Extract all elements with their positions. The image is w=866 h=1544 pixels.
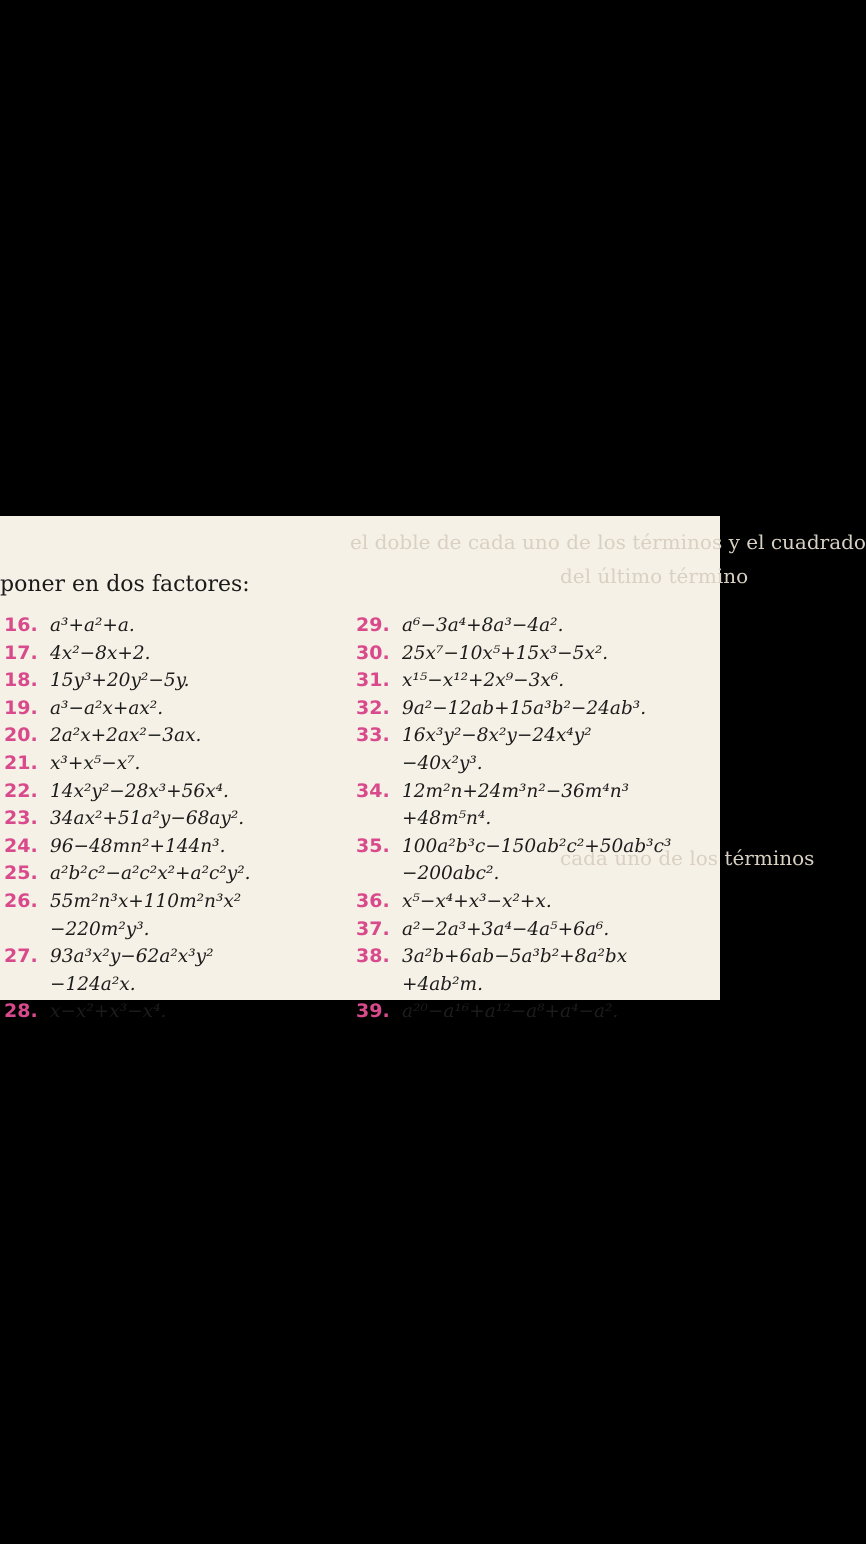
exercise-number: 20.	[4, 724, 38, 747]
exercise-item	[4, 778, 251, 806]
exercise-item	[356, 667, 671, 695]
exercise-expression: 4x²−8x+2.	[50, 642, 151, 664]
exercise-number: 39.	[356, 1000, 390, 1023]
exercise-item-continuation	[356, 750, 671, 778]
exercise-expression: 34ax²+51a²y−68ay².	[50, 808, 245, 830]
exercise-number: 21.	[4, 751, 38, 774]
exercise-expression: 25x⁷−10x⁵+15x³−5x².	[402, 642, 609, 664]
exercise-number: 34.	[356, 779, 390, 802]
exercise-number: 17.	[4, 641, 38, 664]
exercise-item	[356, 722, 671, 750]
exercise-number: 27.	[4, 945, 38, 968]
exercise-number: 33.	[356, 724, 390, 747]
exercise-expression: x−x²+x³−x⁴.	[50, 1001, 167, 1023]
exercise-item	[4, 750, 251, 778]
exercise-item	[356, 778, 671, 806]
exercise-item-continuation	[4, 971, 251, 999]
exercise-expression: a²⁰−a¹⁶+a¹²−a⁸+a⁴−a².	[402, 1001, 619, 1023]
exercise-item	[356, 916, 671, 944]
exercise-expression: x⁵−x⁴+x³−x²+x.	[402, 890, 552, 912]
exercise-item	[356, 888, 671, 916]
exercise-expression: a³−a²x+ax².	[50, 697, 164, 719]
exercise-item-continuation	[356, 971, 671, 999]
exercise-item	[4, 805, 251, 833]
exercise-number: 29.	[356, 614, 390, 636]
exercise-number: 32.	[356, 696, 390, 719]
exercise-expression: +4ab²m.	[402, 973, 483, 995]
exercise-item	[4, 667, 251, 695]
exercise-expression: 16x³y²−8x²y−24x⁴y²	[402, 725, 592, 747]
exercise-number: 22.	[4, 779, 38, 802]
exercise-expression: a⁶−3a⁴+8a³−4a².	[402, 615, 564, 636]
exercise-number: 19.	[4, 696, 38, 719]
exercise-item	[356, 833, 671, 861]
exercise-item	[4, 612, 251, 640]
exercise-number: 24.	[4, 834, 38, 857]
exercise-number: 16.	[4, 614, 38, 636]
bleed-through-text-2: del último término	[560, 564, 749, 588]
exercise-number: 31.	[356, 669, 390, 692]
exercise-expression: 12m²n+24m³n²−36m⁴n³	[402, 780, 630, 802]
exercise-expression: 2a²x+2ax²−3ax.	[50, 725, 202, 747]
exercise-item	[356, 998, 671, 1026]
exercise-expression: x¹⁵−x¹²+2x⁹−3x⁶.	[402, 670, 565, 692]
exercise-item	[4, 998, 251, 1026]
exercise-number: 37.	[356, 917, 390, 940]
exercise-expression: 15y³+20y²−5y.	[50, 670, 190, 692]
exercise-number: 28.	[4, 1000, 38, 1023]
exercise-expression: −40x²y³.	[402, 752, 483, 774]
exercise-item	[356, 943, 671, 971]
exercise-item	[4, 943, 251, 971]
exercise-number: 35.	[356, 834, 390, 857]
exercise-expression: 96−48mn²+144n³.	[50, 835, 226, 857]
exercise-item-continuation	[356, 860, 671, 888]
bleed-through-text-4: cada uno de los términos	[560, 846, 815, 870]
exercise-expression: +48m⁵n⁴.	[402, 808, 492, 830]
exercise-column-right	[356, 612, 671, 1026]
exercise-item	[356, 640, 671, 668]
exercise-number: 18.	[4, 669, 38, 692]
exercise-number: 36.	[356, 889, 390, 912]
exercise-item	[4, 695, 251, 723]
exercise-expression: −200abc².	[402, 863, 500, 885]
exercise-expression: a³+a²+a.	[50, 615, 135, 636]
exercise-number: 26.	[4, 889, 38, 912]
exercise-expression: x³+x⁵−x⁷.	[50, 752, 141, 774]
exercise-expression: −124a²x.	[50, 973, 136, 995]
exercise-expression: a²−2a³+3a⁴−4a⁵+6a⁶.	[402, 918, 610, 940]
exercise-item-continuation	[356, 805, 671, 833]
exercise-expression: a²b²c²−a²c²x²+a²c²y².	[50, 863, 251, 885]
exercise-item-continuation	[4, 916, 251, 944]
exercise-heading: poner en dos factores:	[0, 572, 250, 597]
exercise-item	[4, 722, 251, 750]
exercise-number: 23.	[4, 807, 38, 830]
exercise-item	[356, 695, 671, 723]
exercise-expression: 14x²y²−28x³+56x⁴.	[50, 780, 229, 802]
exercise-column-left	[4, 612, 251, 1026]
exercise-expression: −220m²y³.	[50, 918, 150, 940]
exercise-item	[356, 612, 671, 640]
exercise-expression: 3a²b+6ab−5a³b²+8a²bx	[402, 946, 628, 968]
exercise-expression: 55m²n³x+110m²n³x²	[50, 890, 242, 912]
exercise-number: 25.	[4, 862, 38, 885]
exercise-item	[4, 833, 251, 861]
exercise-item	[4, 888, 251, 916]
textbook-page	[0, 516, 866, 1023]
bleed-through-text-1: el doble de cada uno de los términos y el cuadrado	[350, 530, 866, 554]
exercise-number: 38.	[356, 945, 390, 968]
exercise-item	[4, 860, 251, 888]
exercise-number: 30.	[356, 641, 390, 664]
exercise-expression: 9a²−12ab+15a³b²−24ab³.	[402, 697, 647, 719]
exercise-expression: 100a²b³c−150ab²c²+50ab³c³	[402, 835, 672, 857]
exercise-item	[4, 640, 251, 668]
exercise-expression: 93a³x²y−62a²x³y²	[50, 946, 214, 968]
